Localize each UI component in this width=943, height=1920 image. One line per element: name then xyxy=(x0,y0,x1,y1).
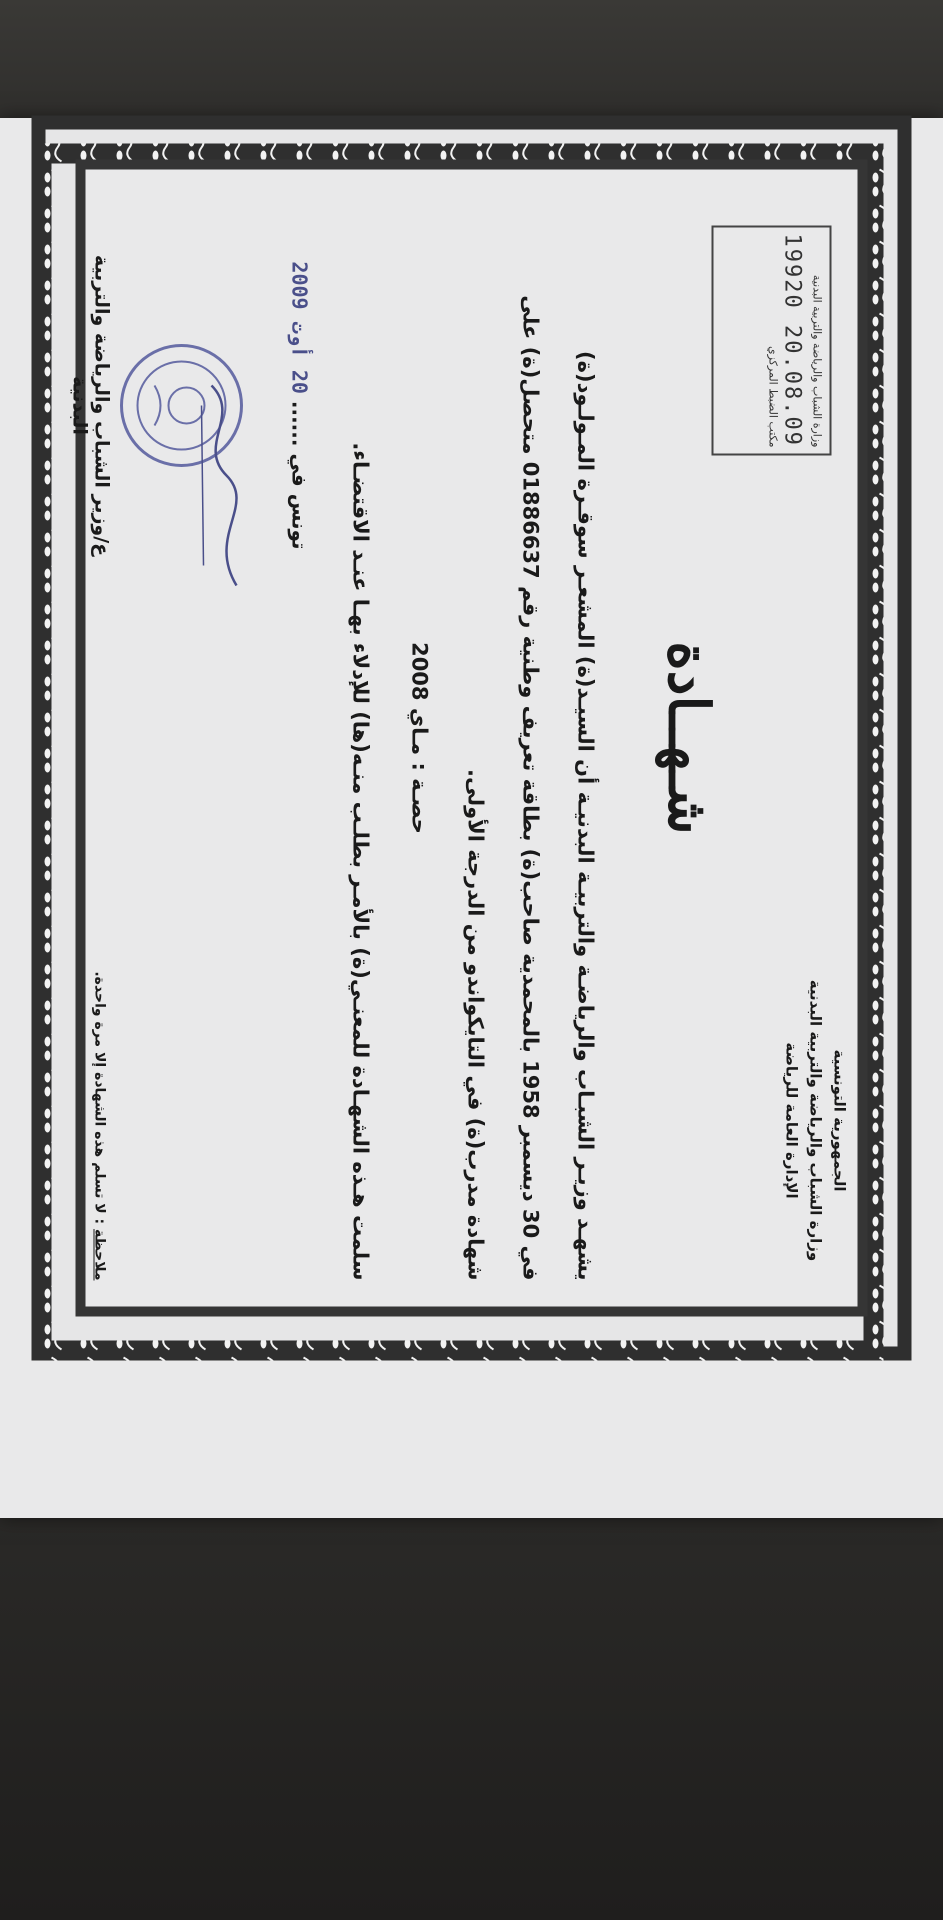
signature-block xyxy=(69,226,312,586)
footnote-text: : لا تسلم هذه الشهادة إلا مرة واحدة. xyxy=(91,971,108,1225)
header-department: الإدارة العامة للرياضة xyxy=(782,1042,801,1199)
body-line-1: يشهـد وزيـر الشبـاب والرياضـة والتربيـة البدنيـة أن السيـد(ة) المشعـر سوقـرة المـولـود(ة) xyxy=(573,351,598,1281)
body-line-3: شهادة مدرب(ة) في التايكواندو من الدرجة الأولى. xyxy=(463,769,488,1281)
stamp-ministry: وزارة الشباب والرياضة والتربية البدنية xyxy=(810,274,824,448)
certificate-document xyxy=(32,116,912,1361)
certificate-title: شـهــادة xyxy=(655,641,722,835)
stamp-reference: 19920 20.08.09 xyxy=(779,233,805,447)
issue-date: تونس في ...... 20 أوت 2009 xyxy=(287,261,312,550)
footnote-label: ملاحظة xyxy=(91,1228,108,1281)
body-line-4: سلمت هـذه الشهـادة للمعنـي(ة) بالأمـر بطلـب منـه(ها) للإدلاء بهـا عنـد الاقتضـاء. xyxy=(348,442,373,1281)
issue-date-value: 20 أوت 2009 xyxy=(287,261,312,394)
signatory-title: ع/وزير الشباب والرياضة والتربية البدنية xyxy=(68,254,113,557)
certificate-paper xyxy=(0,118,943,1518)
header-country: الجمهورية التونسية xyxy=(830,1049,849,1192)
ministry-header xyxy=(780,971,852,1271)
background-bottom xyxy=(0,1515,943,1920)
registry-stamp xyxy=(712,226,832,456)
certificate-content xyxy=(68,186,852,1291)
handwritten-signature-icon xyxy=(192,376,252,596)
session-result: حصـة : مـاي 2008 xyxy=(407,642,432,834)
footnote xyxy=(92,971,108,1280)
body-line-2: في 30 ديسمبر 1958 بالمحمدية صاحب(ة) بطاقة تعريف وطنية رقم 01886637 متحصل(ة) على xyxy=(518,295,543,1281)
issue-date-prefix: تونس في xyxy=(287,453,312,550)
stamp-office: مكتب الضبط المركزي xyxy=(766,345,780,448)
header-ministry: وزارة الشباب والرياضة والتربية البدنية xyxy=(806,979,825,1262)
